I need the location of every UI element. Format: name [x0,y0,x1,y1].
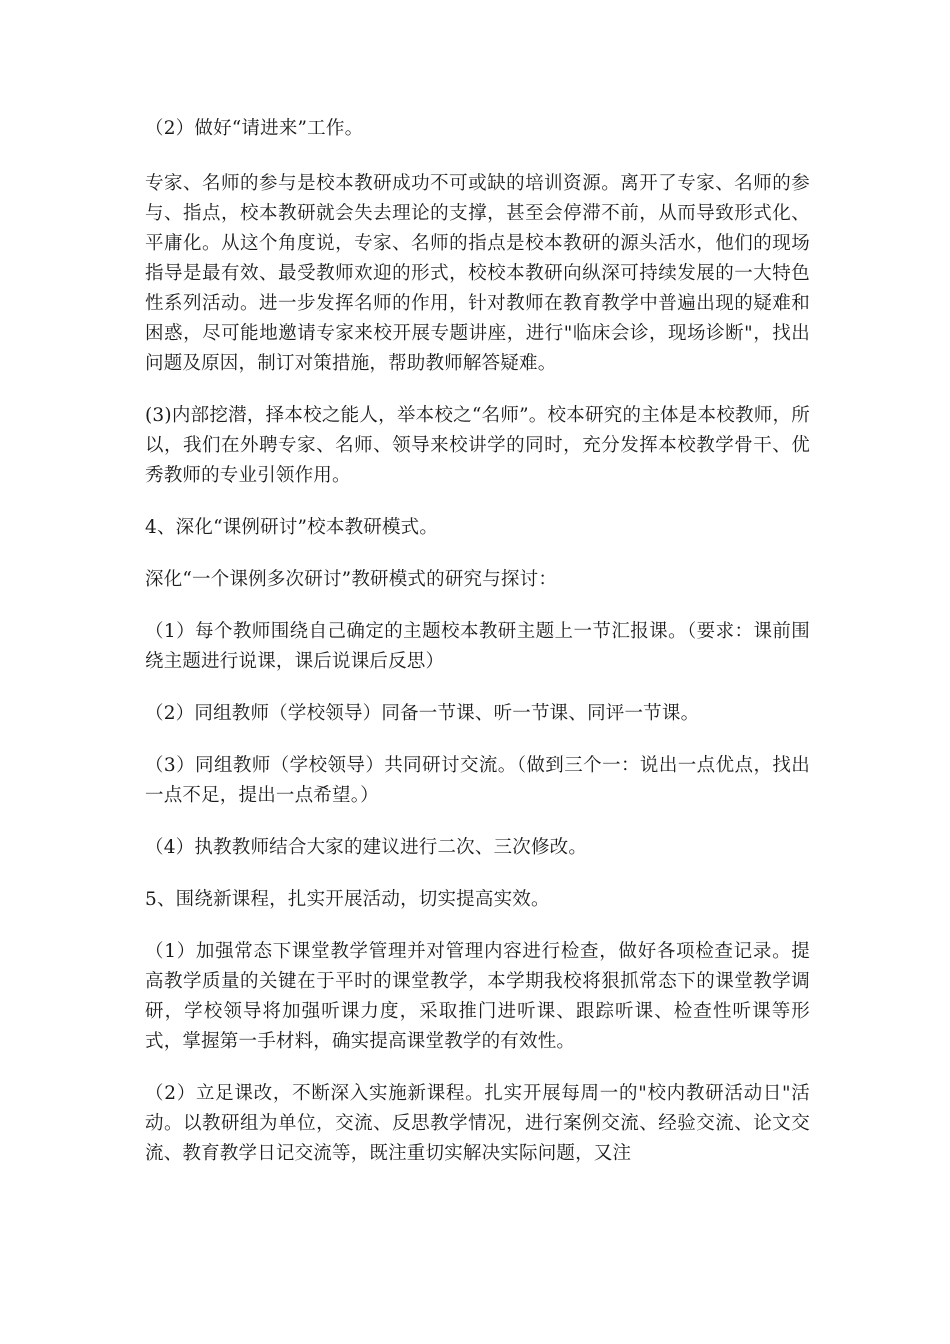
paragraph-lesson-study-step-4: （4）执教教师结合大家的建议进行二次、三次修改。 [145,837,588,858]
paragraph-curriculum-reform: （2）立足课改，不断深入实施新课程。扎实开展每周一的"校内教研活动日"活动。以教研组为单位，交流、反思教学情况，进行案例交流、经验交流、论文交流、教育教学日记交流等，既注重切实解决实际问题，又注 [145,1083,810,1164]
paragraph-lesson-study-intro: 深化“一个课例多次研讨”教研模式的研究与探讨： [145,569,558,590]
paragraph-lesson-study-step-2: （2）同组教师（学校领导）同备一节课、听一节课、同评一节课。 [145,703,700,724]
paragraph-lesson-study-step-1: （1）每个教师围绕自己确定的主题校本教研主题上一节汇报课。（要求：课前围绕主题进行说课，课后说课后反思） [145,621,810,672]
paragraph-invite-experts-heading: （2）做好“请进来”工作。 [145,118,364,139]
paragraph-section-4-heading: 4、深化“课例研讨”校本教研模式。 [145,517,439,538]
paragraph-lesson-study-step-3: （3）同组教师（学校领导）共同研讨交流。（做到三个一：说出一点优点，找出一点不足，提出一点希望。） [145,755,810,806]
paragraph-section-5-heading: 5、围绕新课程，扎实开展活动，切实提高实效。 [145,889,550,910]
document-page [145,114,810,1191]
paragraph-experts-role: 专家、名师的参与是校本教研成功不可或缺的培训资源。离开了专家、名师的参与、指点，校本教研就会失去理论的支撑，甚至会停滞不前，从而导致形式化、平庸化。从这个角度说，专家、名师的指点是校本教研的源头活水，他们的现场指导是最有效、最受教师欢迎的形式，校校本教研向纵深可持续发展的一大特色性系列活动。进一步发挥名师的作用，针对教师在教育教学中普遍出现的疑难和困惑，尽可能地邀请专家来校开展专题讲座，进行"临床会诊，现场诊断"，找出问题及原因，制订对策措施，帮助教师解答疑难。 [145,173,810,374]
paragraph-classroom-management: （1）加强常态下课堂教学管理并对管理内容进行检查，做好各项检查记录。提高教学质量的关键在于平时的课堂教学，本学期我校将狠抓常态下的课堂教学调研，学校领导将加强听课力度，采取推门进听课、跟踪听课、检查性听课等形式，掌握第一手材料，确实提高课堂教学的有效性。 [145,941,810,1052]
paragraph-internal-potential: (3)内部挖潜，择本校之能人，举本校之“名师”。校本研究的主体是本校教师，所以，我们在外聘专家、名师、领导来校讲学的同时，充分发挥本校教学骨干、优秀教师的专业引领作用。 [145,405,810,486]
